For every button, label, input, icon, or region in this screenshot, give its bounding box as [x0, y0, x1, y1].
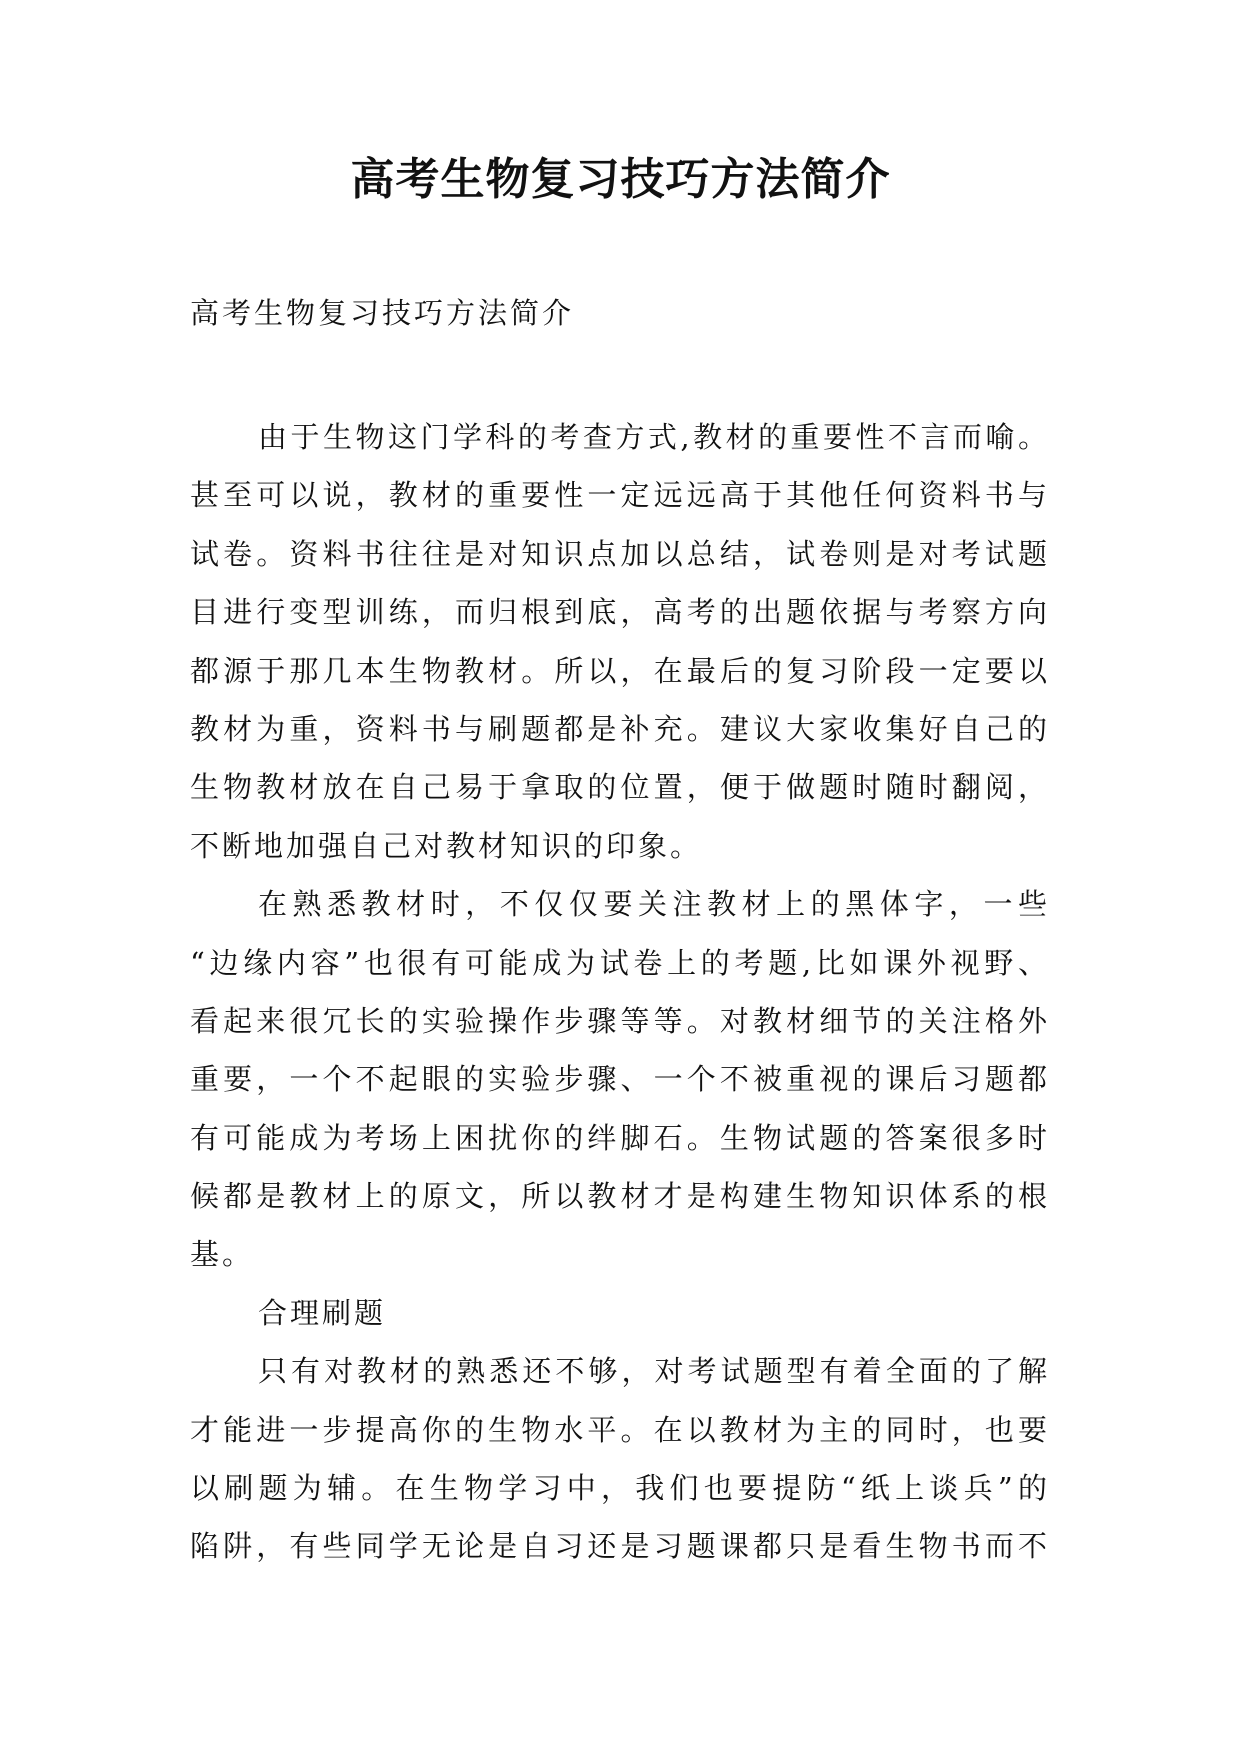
- text-line: 在熟悉教材时，不仅仅要关注教材上的黑体字，一些: [258, 887, 1050, 922]
- text-line: 试卷。资料书往往是对知识点加以总结，试卷则是对考试题: [190, 536, 1050, 571]
- text-line: 合理刷题: [258, 1295, 387, 1330]
- document-body: [190, 408, 1050, 1576]
- text-line: 只有对教材的熟悉还不够，对考试题型有着全面的了解: [258, 1354, 1050, 1389]
- text-line: 候都是教材上的原文，所以教材才是构建生物知识体系的根: [190, 1179, 1050, 1214]
- document-title: 高考生物复习技巧方法简介: [350, 154, 891, 205]
- text-line: 目进行变型训练，而归根到底，高考的出题依据与考察方向: [190, 595, 1050, 630]
- text-line: 甚至可以说，教材的重要性一定远远高于其他任何资料书与: [190, 478, 1050, 513]
- text-line: 陷阱，有些同学无论是自习还是习题课都只是看生物书而不: [190, 1529, 1050, 1564]
- document-subtitle: 高考生物复习技巧方法简介: [190, 296, 575, 330]
- text-line: 不断地加强自己对教材知识的印象。: [190, 828, 703, 863]
- text-line: 由于生物这门学科的考查方式,教材的重要性不言而喻。: [258, 420, 1050, 454]
- text-line: 生物教材放在自己易于拿取的位置，便于做题时随时翻阅，: [190, 770, 1050, 805]
- text-line: 以刷题为辅。在生物学习中，我们也要提防“纸上谈兵”的: [190, 1471, 1050, 1506]
- text-line: 重要，一个不起眼的实验步骤、一个不被重视的课后习题都: [190, 1062, 1050, 1097]
- text-line: 教材为重，资料书与刷题都是补充。建议大家收集好自己的: [190, 711, 1050, 746]
- text-line: 看起来很冗长的实验操作步骤等等。对教材细节的关注格外: [190, 1003, 1050, 1038]
- text-line: “边缘内容”也很有可能成为试卷上的考题,比如课外视野、: [190, 945, 1050, 980]
- text-line: 才能进一步提高你的生物水平。在以教材为主的同时，也要: [190, 1412, 1050, 1447]
- text-line: 有可能成为考场上困扰你的绊脚石。生物试题的答案很多时: [190, 1120, 1050, 1155]
- text-line: 基。: [190, 1237, 255, 1272]
- text-line: 都源于那几本生物教材。所以，在最后的复习阶段一定要以: [190, 653, 1050, 688]
